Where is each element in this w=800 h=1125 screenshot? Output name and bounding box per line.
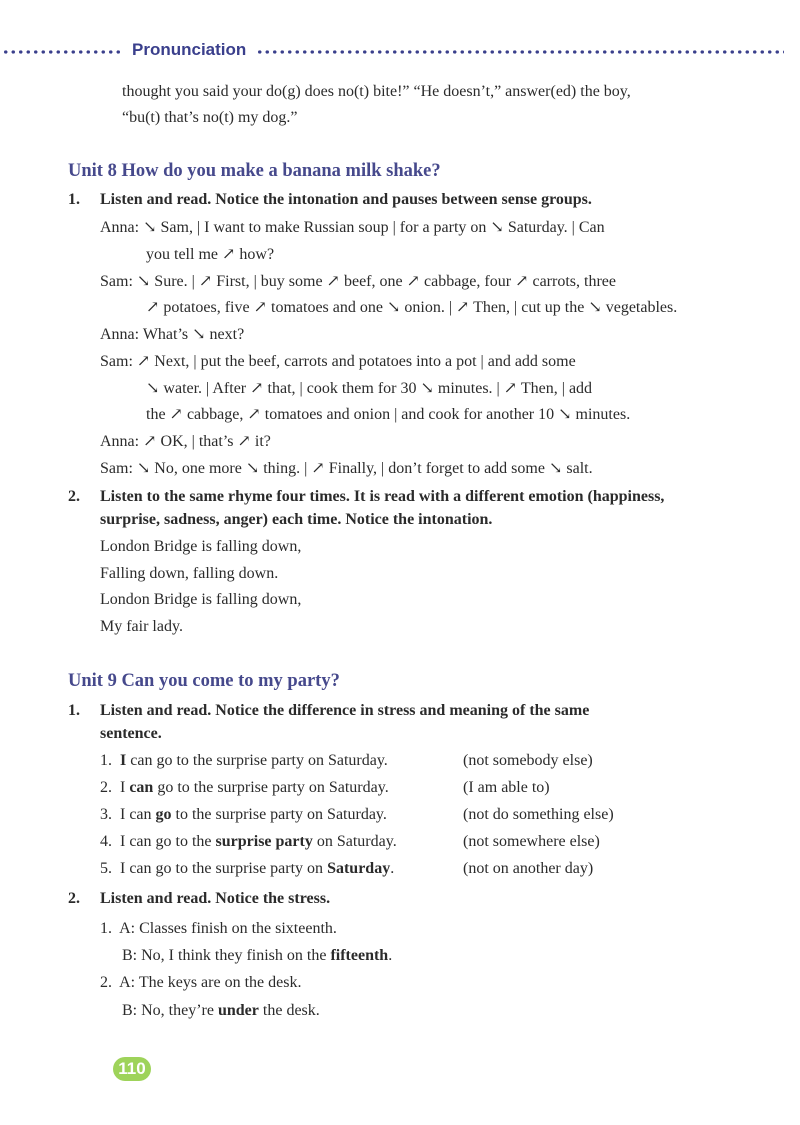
item-stressed-word: go [155,806,172,823]
dotted-rule-left [2,50,124,54]
stress-item [100,805,387,825]
unit8-ex2-number: 2. [68,488,80,505]
item-stressed-word: Saturday [327,860,391,877]
stress-item-note: (not somebody else) [463,752,593,769]
unit8-ex2-instruction-line-2: surprise, sadness, anger) each time. Notice the intonation. [100,511,493,528]
stress-item-note: (not on another day) [463,860,594,877]
item-text-pre: I [120,779,130,796]
item-text-pre: I can go to the [120,833,216,850]
exchange-b [122,1001,320,1021]
item-stressed-word: I [120,752,127,769]
item-number: 2. [100,974,112,991]
section-title: Pronunciation [132,40,247,59]
item-text-post: can go to the surprise party on Saturday. [126,752,388,769]
stress-item-note: (not do something else) [463,806,614,823]
item-text-pre: I can [120,806,156,823]
exchange-b-post: the desk. [258,1002,320,1019]
intro-line-1: thought you said your do(g) does no(t) bite!” “He doesn’t,” answer(ed) the boy, [122,83,631,100]
dialogue-line: you tell me ↗ how? [146,246,275,263]
dialogue-line: Anna: What’s ↘ next? [100,326,245,343]
unit8-heading: Unit 8 How do you make a banana milk shake? [68,161,441,181]
item-text-post: go to the surprise party on Saturday. [153,779,389,796]
exchange-a-text: A: The keys are on the desk. [119,974,302,991]
page-number: 110 [118,1059,146,1078]
section-header [0,38,800,66]
exchange-b [122,946,392,966]
item-text-post: to the surprise party on Saturday. [171,806,387,823]
rhyme-line: My fair lady. [100,618,183,635]
rhyme-line: London Bridge is falling down, [100,591,302,608]
item-number: 2. [100,779,112,796]
rhyme-line: London Bridge is falling down, [100,538,302,555]
exchange-a [100,973,301,993]
unit8-ex1-instruction: Listen and read. Notice the intonation and pauses between sense groups. [100,191,592,208]
stress-item [100,751,388,771]
rhyme-line: Falling down, falling down. [100,565,279,582]
item-number: 3. [100,806,112,823]
unit9-ex2-number: 2. [68,890,80,907]
unit8-ex1-number: 1. [68,191,80,208]
stress-item [100,778,389,798]
exchange-b-pre: B: No, I think they finish on the [122,947,331,964]
exchange-a [100,919,337,939]
exchange-b-pre: B: No, they’re [122,1002,218,1019]
dialogue-line: ↘ water. | After ↗ that, | cook them for 30 ↘ minutes. | ↗ Then, | add [146,380,593,397]
item-text-post: . [390,860,395,877]
unit9-heading: Unit 9 Can you come to my party? [68,671,340,691]
dialogue-line: Sam: ↗ Next, | put the beef, carrots and potatoes into a pot | and add some [100,353,576,370]
stress-item [100,859,394,879]
exchange-b-post: . [388,947,393,964]
dialogue-line: Sam: ↘ Sure. | ↗ First, | buy some ↗ beef, one ↗ cabbage, four ↗ carrots, three [100,273,616,290]
item-number: 5. [100,860,112,877]
dialogue-line: Anna: ↘ Sam, | I want to make Russian soup | for a party on ↘ Saturday. | Can [100,219,605,236]
exchange-a-text: A: Classes finish on the sixteenth. [119,920,337,937]
dialogue-line: Sam: ↘ No, one more ↘ thing. | ↗ Finally, | don’t forget to add some ↘ salt. [100,460,593,477]
item-stressed-word: can [129,779,154,796]
unit9-ex1-instruction-line-1: Listen and read. Notice the difference in stress and meaning of the same [100,702,590,719]
exchange-b-stressed: under [217,1002,259,1019]
dialogue-line: ↗ potatoes, five ↗ tomatoes and one ↘ onion. | ↗ Then, | cut up the ↘ vegetables. [146,299,678,316]
item-text-pre: I can go to the surprise party on [120,860,328,877]
unit9-ex2-instruction: Listen and read. Notice the stress. [100,890,331,907]
stress-item [100,832,397,852]
dotted-rule-right [256,50,784,54]
unit9-ex1-number: 1. [68,702,80,719]
intro-line-2: “bu(t) that’s no(t) my dog.” [122,109,298,126]
dialogue-line: Anna: ↗ OK, | that’s ↗ it? [100,433,271,450]
item-stressed-word: surprise party [215,833,313,850]
item-number: 4. [100,833,112,850]
item-text-post: on Saturday. [312,833,397,850]
item-number: 1. [100,752,112,769]
item-number: 1. [100,920,112,937]
stress-item-note: (not somewhere else) [463,833,600,850]
unit9-ex1-instruction-line-2: sentence. [100,725,162,742]
dialogue-line: the ↗ cabbage, ↗ tomatoes and onion | and cook for another 10 ↘ minutes. [146,406,631,423]
exchange-b-stressed: fifteenth [330,947,389,964]
unit8-ex2-instruction-line-1: Listen to the same rhyme four times. It is read with a different emotion (happiness, [100,488,665,505]
stress-item-note: (I am able to) [463,779,550,796]
